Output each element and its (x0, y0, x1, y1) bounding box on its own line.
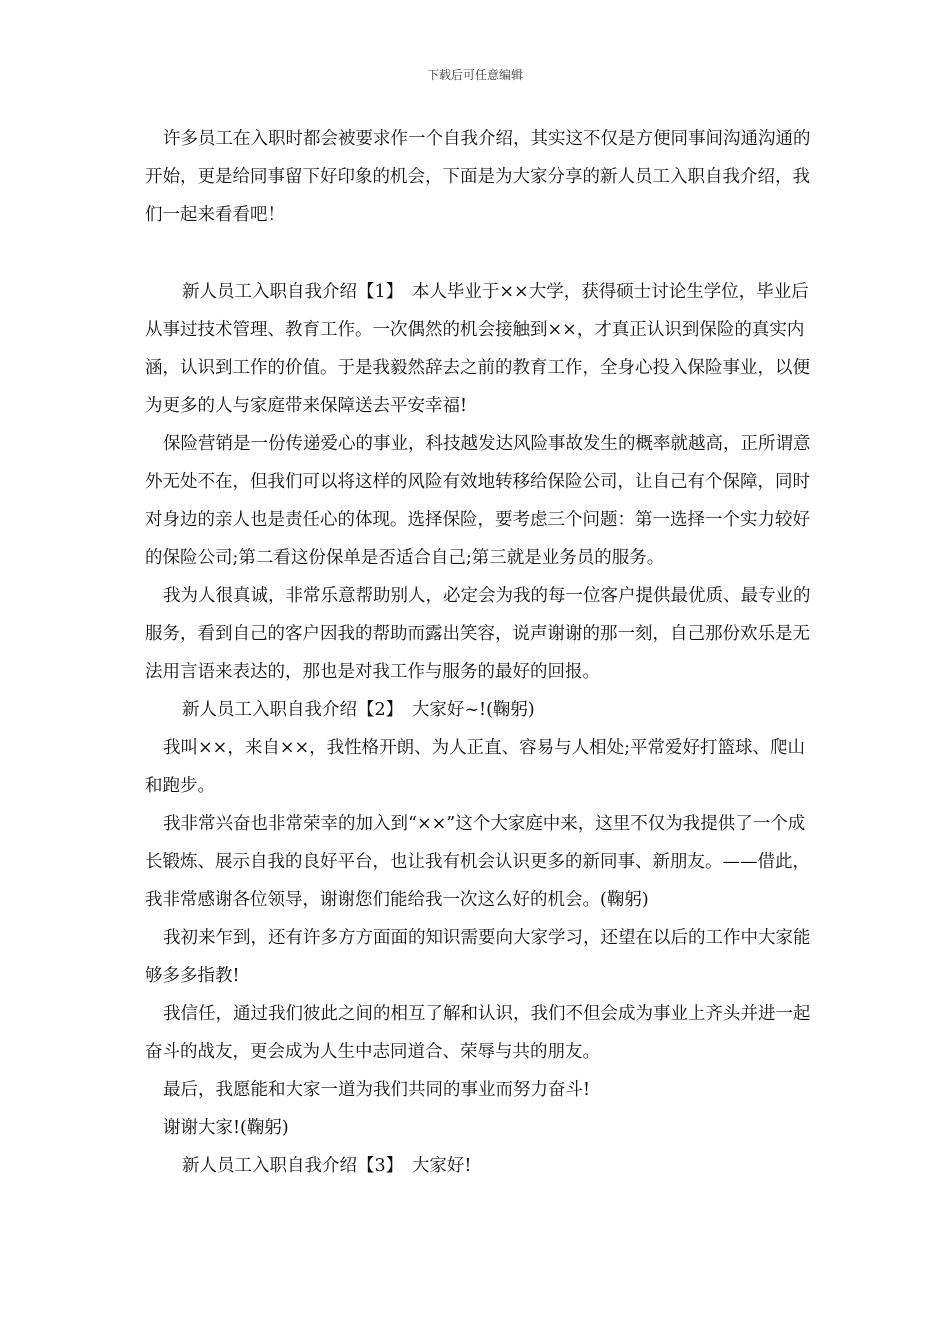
section-1-paragraph: 新人员工入职自我介绍【1】 本人毕业于××大学，获得硕士讨论生学位，毕业后从事过技术管理、教育工作。一次偶然的机会接触到××，才真正认识到保险的真实内涵，认识到工作的价值。于是我毅然辞去之前的教育工作，全身心投入保险事业，以便为更多的人与家庭带来保障送去平安幸福! (145, 282, 810, 416)
section-2-heading: 新人员工入职自我介绍【2】 大家好~!(鞠躬) (182, 700, 535, 720)
paragraph-gap (145, 234, 813, 273)
page-header: 下载后可任意编辑 (426, 68, 523, 82)
intro-paragraph: 许多员工在入职时都会被要求作一个自我介绍，其实这不仅是方便同事间沟通沟通的开始，更是给同事留下好印象的机会，下面是为大家分享的新人员工入职自我介绍，我们一起来看看吧！ (145, 129, 811, 225)
document-body (145, 120, 813, 1185)
section-3-heading: 新人员工入职自我介绍【3】 大家好! (182, 1156, 472, 1176)
body-paragraph: 我叫××，来自××，我性格开朗、为人正直、容易与人相处;平常爱好打篮球、爬山和跑步。 (145, 738, 806, 796)
body-paragraph: 我信任，通过我们彼此之间的相互了解和认识，我们不但会成为事业上齐头并进一起奋斗的战友，更会成为人生中志同道合、荣辱与共的朋友。 (145, 1004, 811, 1062)
body-paragraph: 我非常兴奋也非常荣幸的加入到“××”这个大家庭中来，这里不仅为我提供了一个成长锻炼、展示自我的良好平台，也让我有机会认识更多的新同事、新朋友。——借此，我非常感谢各位领导，谢谢您们能给我一次这么好的机会。(鞠躬) (145, 814, 810, 910)
body-paragraph: 谢谢大家!(鞠躬) (163, 1118, 289, 1138)
body-paragraph: 我为人很真诚，非常乐意帮助别人，必定会为我的每一位客户提供最优质、最专业的服务，看到自己的客户因我的帮助而露出笑容，说声谢谢的那一刻，自己那份欢乐是无法用言语来表达的，那也是对我工作与服务的最好的回报。 (145, 586, 811, 682)
body-paragraph: 我初来乍到，还有许多方方面面的知识需要向大家学习，还望在以后的工作中大家能够多多指教! (145, 928, 811, 986)
body-paragraph: 保险营销是一份传递爱心的事业，科技越发达风险事故发生的概率就越高，正所谓意外无处不在，但我们可以将这样的风险有效地转移给保险公司，让自己有个保障，同时对身边的亲人也是责任心的体现。选择保险，要考虑三个问题：第一选择一个实力较好的保险公司;第二看这份保单是否适合自己;第三就是业务员的服务。 (145, 434, 811, 568)
body-paragraph: 最后，我愿能和大家一道为我们共同的事业而努力奋斗! (163, 1080, 591, 1100)
